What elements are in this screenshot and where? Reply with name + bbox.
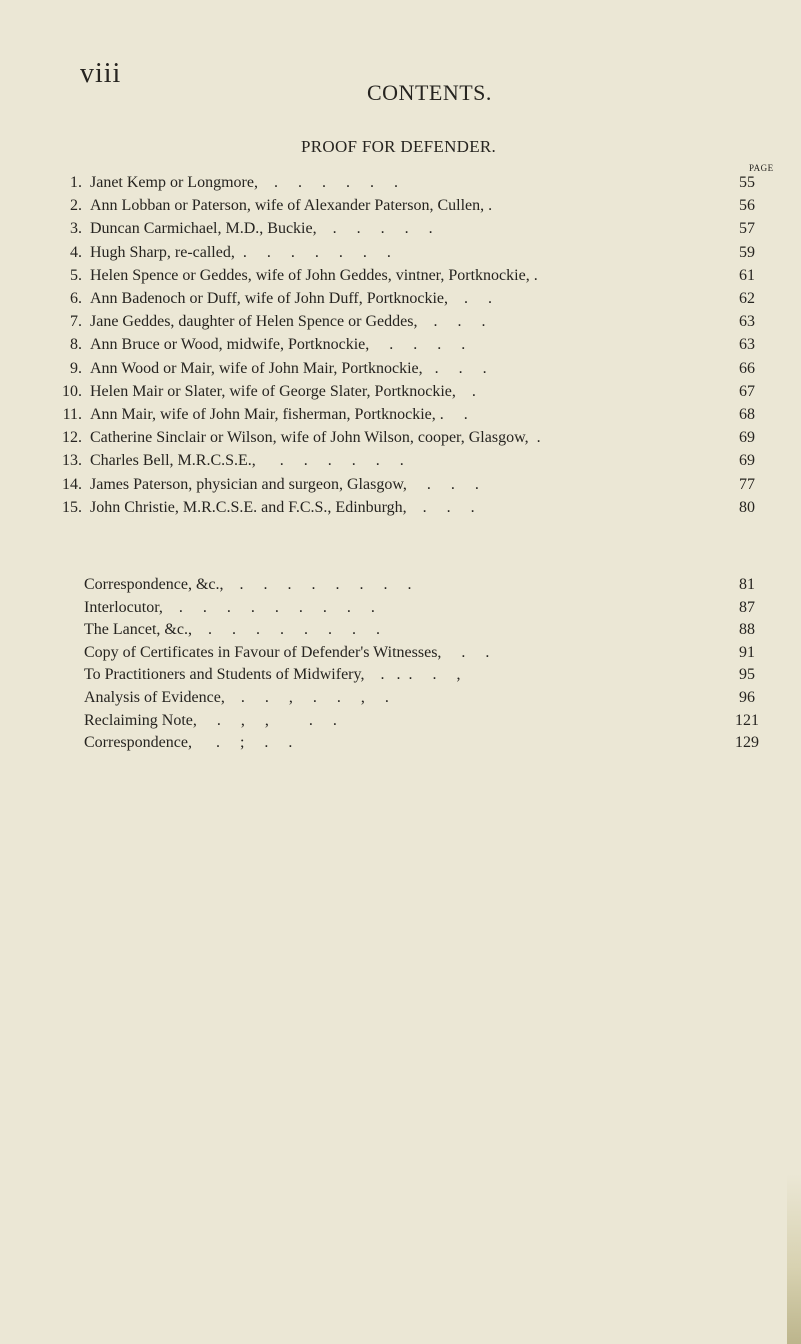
entry-page: 55 (739, 174, 755, 191)
toc-appendix-entry (0, 642, 801, 664)
appendix-title: To Practitioners and Students of Midwifery, . . . . , (84, 666, 461, 684)
toc-appendix-entry (0, 687, 801, 709)
entry-page: 63 (739, 336, 755, 354)
toc-entry (44, 404, 801, 426)
toc-appendix-entry (0, 710, 801, 732)
entry-page: 66 (739, 359, 755, 377)
entry-number: 4. (70, 243, 82, 261)
entry-page: 57 (739, 220, 755, 238)
appendix-title: Analysis of Evidence, . . , . . , . (84, 689, 389, 706)
appendix-page: 129 (735, 734, 759, 752)
entry-number: 3. (70, 220, 82, 238)
toc-entry (44, 497, 801, 519)
entry-page: 56 (739, 197, 755, 215)
toc-entry (44, 311, 801, 333)
entry-page: 69 (739, 452, 755, 470)
toc-appendix-entry (0, 574, 801, 596)
page-edge-stain (787, 1174, 801, 1344)
appendix-page: 121 (735, 711, 759, 729)
entry-title: Helen Mair or Slater, wife of George Slater, Portknockie, . (90, 382, 476, 400)
entry-title: Ann Badenoch or Duff, wife of John Duff, Portknockie, . . (90, 290, 493, 307)
entry-page: 59 (739, 243, 755, 261)
toc-entry (44, 218, 801, 240)
entry-number: 14. (62, 475, 82, 493)
toc-entry (44, 172, 801, 194)
entry-title: Ann Lobban or Paterson, wife of Alexander Paterson, Cullen, . (90, 197, 493, 215)
toc-entry (44, 358, 801, 380)
entry-title: Janet Kemp or Longmore, . . . . . . (90, 174, 398, 191)
entry-number: 15. (62, 498, 82, 516)
entry-title: Helen Spence or Geddes, wife of John Geddes, vintner, Portknockie, . (90, 266, 538, 284)
entry-title: Hugh Sharp, re-called, . . . . . . . (90, 243, 391, 261)
toc-appendix-entry (0, 619, 801, 641)
toc-appendix-entry (0, 664, 801, 686)
entry-number: 9. (70, 359, 82, 377)
entry-title: Ann Bruce or Wood, midwife, Portknockie, . . . . (90, 336, 466, 354)
entry-title: John Christie, M.R.C.S.E. and F.C.S., Edinburgh, . . . (90, 498, 475, 516)
entry-title: Catherine Sinclair or Wilson, wife of John Wilson, cooper, Glasgow, . (90, 429, 541, 447)
entry-title: James Paterson, physician and surgeon, Glasgow, . . . (90, 475, 479, 493)
entry-number: 11. (62, 406, 82, 423)
entry-title: Jane Geddes, daughter of Helen Spence or Geddes, . . . (90, 313, 486, 331)
entry-title: Duncan Carmichael, M.D., Buckie, . . . . . (90, 220, 433, 238)
appendix-title: Correspondence, &c., . . . . . . . . (84, 576, 412, 593)
toc-appendix-entry (0, 597, 801, 619)
entry-title: Ann Mair, wife of John Mair, fisherman, Portknockie, . . (90, 406, 468, 423)
toc-entry (44, 195, 801, 217)
appendix-title: The Lancet, &c., . . . . . . . . (84, 621, 380, 639)
appendix-page: 88 (739, 621, 755, 639)
appendix-title: Correspondence, . ; . . (84, 734, 293, 752)
toc-entry (44, 334, 801, 356)
toc-appendix-entry (0, 732, 801, 754)
toc-entry (44, 288, 801, 310)
entry-number: 2. (70, 197, 82, 215)
toc-entry (44, 474, 801, 496)
entry-number: 1. (70, 174, 82, 191)
entry-number: 13. (62, 452, 82, 470)
appendix-page: 95 (739, 666, 755, 684)
entry-page: 69 (739, 429, 755, 447)
toc-entry (44, 265, 801, 287)
toc-entry (44, 242, 801, 264)
appendix-title: Copy of Certificates in Favour of Defender's Witnesses, . . (84, 643, 490, 661)
entry-title: Ann Wood or Mair, wife of John Mair, Portknockie, . . . (90, 359, 487, 377)
page-number: viii (80, 58, 122, 89)
entry-page: 61 (739, 266, 755, 284)
page-column-label: PAGE (749, 163, 774, 173)
entry-page: 77 (739, 475, 755, 493)
entry-page: 80 (739, 498, 755, 516)
appendix-title: Interlocutor, . . . . . . . . . (84, 598, 375, 616)
entry-number: 5. (70, 266, 82, 284)
entry-number: 6. (70, 290, 82, 307)
appendix-title: Reclaiming Note, . , , . . (84, 711, 337, 729)
entry-title: Charles Bell, M.R.C.S.E., . . . . . . (90, 452, 404, 470)
appendix-page: 91 (739, 643, 755, 661)
entry-page: 63 (739, 313, 755, 331)
entry-number: 12. (62, 429, 82, 447)
entry-page: 62 (739, 290, 755, 307)
toc-entry (44, 427, 801, 449)
toc-entry (44, 450, 801, 472)
entry-number: 8. (70, 336, 82, 354)
section-title: PROOF FOR DEFENDER. (301, 137, 497, 156)
running-head: CONTENTS. (367, 80, 492, 105)
appendix-page: 87 (739, 598, 755, 616)
appendix-page: 81 (739, 576, 755, 593)
appendix-page: 96 (739, 689, 755, 706)
entry-page: 68 (739, 406, 755, 423)
entry-number: 10. (62, 382, 82, 400)
entry-page: 67 (739, 382, 755, 400)
entry-number: 7. (70, 313, 82, 331)
toc-entry (44, 381, 801, 403)
